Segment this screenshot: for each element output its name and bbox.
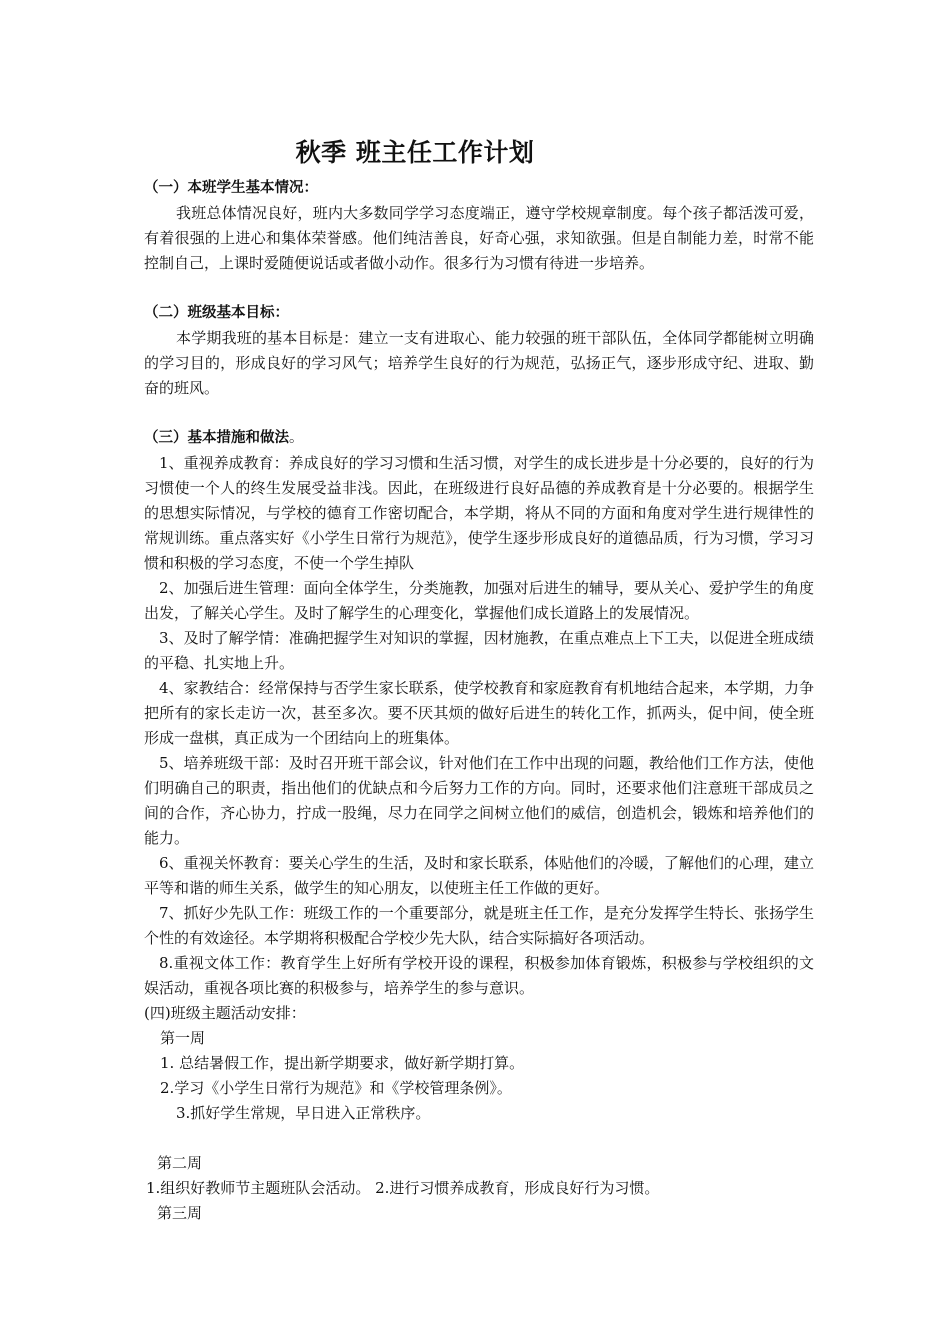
week-2-activities: 1.组织好教师节主题班队会活动。 2.进行习惯养成教育，形成良好行为习惯。 — [146, 1179, 660, 1197]
measure-item-8: 8.重视文体工作：教育学生上好所有学校开设的课程，积极参加体育锻炼，积极参与学校组织的文娱活动，重视各项比赛的积极参与，培养学生的参与意识。 — [144, 954, 814, 997]
document-body — [144, 176, 814, 1226]
week-2-label: 第二周 — [157, 1154, 203, 1172]
section-4-heading: (四)班级主题活动安排： — [144, 1004, 306, 1022]
measure-item-6: 6、重视关怀教育：要关心学生的生活，及时和家长联系，体贴他们的冷暖，了解他们的心理，建立平等和谐的师生关系，做学生的知心朋友，以使班主任工作做的更好。 — [144, 854, 814, 897]
section-1-heading: （一）本班学生基本情况： — [144, 180, 318, 196]
page-title: 秋季 班主任工作计划 — [295, 138, 535, 167]
measure-item-4: 4、家教结合：经常保持与否学生家长联系，使学校教育和家庭教育有机地结合起来，本学期，力争把所有的家长走访一次，甚至多次。要不厌其烦的做好后进生的转化工作，抓两头，促中间，使全班形成一盘棋，真正成为一个团结向上的班集体。 — [144, 679, 814, 747]
week-1-item-3: 3.抓好学生常规，早日进入正常秩序。 — [176, 1104, 431, 1122]
measure-item-7: 7、抓好少先队工作：班级工作的一个重要部分，就是班主任工作，是充分发挥学生特长、张扬学生个性的有效途径。本学期将积极配合学校少先大队，结合实际搞好各项活动。 — [144, 904, 814, 947]
week-1-label: 第一周 — [160, 1029, 206, 1047]
measure-item-2: 2、加强后进生管理：面向全体学生，分类施教，加强对后进生的辅导，要从关心、爱护学生的角度出发，了解关心学生。及时了解学生的心理变化，掌握他们成长道路上的发展情况。 — [144, 579, 814, 622]
measure-item-5: 5、培养班级干部：及时召开班干部会议，针对他们在工作中出现的问题，教给他们工作方法，使他们明确自己的职责，指出他们的优缺点和今后努力工作的方向。同时，还要求他们注意班干部成员之间的合作，齐心协力，拧成一股绳，尽力在同学之间树立他们的威信，创造机会，锻炼和培养他们的能力。 — [144, 754, 814, 847]
section-3-heading-tail: 。 — [289, 430, 304, 446]
section-2-heading: （二）班级基本目标： — [144, 305, 289, 321]
section-1-body: 我班总体情况良好，班内大多数同学学习态度端正，遵守学校规章制度。每个孩子都活泼可爱，有着很强的上进心和集体荣誉感。他们纯洁善良，好奇心强，求知欲强。但是自制能力差，时常不能控制自己，上课时爱随便说话或者做小动作。很多行为习惯有待进一步培养。 — [144, 204, 814, 272]
measure-item-1: 1、重视养成教育：养成良好的学习习惯和生活习惯，对学生的成长进步是十分必要的，良好的行为习惯使一个人的终生发展受益非浅。因此，在班级进行良好品德的养成教育是十分必要的。根据学生的思想实际情况，与学校的德育工作密切配合，本学期，将从不同的方面和角度对学生进行规律性的常规训练。重点落实好《小学生日常行为规范》，使学生逐步形成良好的道德品质，行为习惯，学习习惯和积极的学习态度，不使一个学生掉队 — [144, 454, 814, 572]
measure-item-3: 3、及时了解学情：准确把握学生对知识的掌握，因材施教，在重点难点上下工夫，以促进全班成绩的平稳、扎实地上升。 — [144, 629, 814, 672]
week-3-label: 第三周 — [157, 1204, 203, 1222]
section-3-heading — [144, 426, 814, 451]
week-1-item-2: 2.学习《小学生日常行为规范》和《学校管理条例》。 — [160, 1079, 512, 1097]
week-1-item-1: 1. 总结暑假工作，提出新学期要求，做好新学期打算。 — [160, 1054, 525, 1072]
section-3-heading-text: （三）基本措施和做法 — [144, 430, 289, 446]
section-2-body: 本学期我班的基本目标是：建立一支有进取心、能力较强的班干部队伍，全体同学都能树立明确的学习目的，形成良好的学习风气；培养学生良好的行为规范，弘扬正气，逐步形成守纪、进取、勤奋的班风。 — [144, 329, 814, 397]
